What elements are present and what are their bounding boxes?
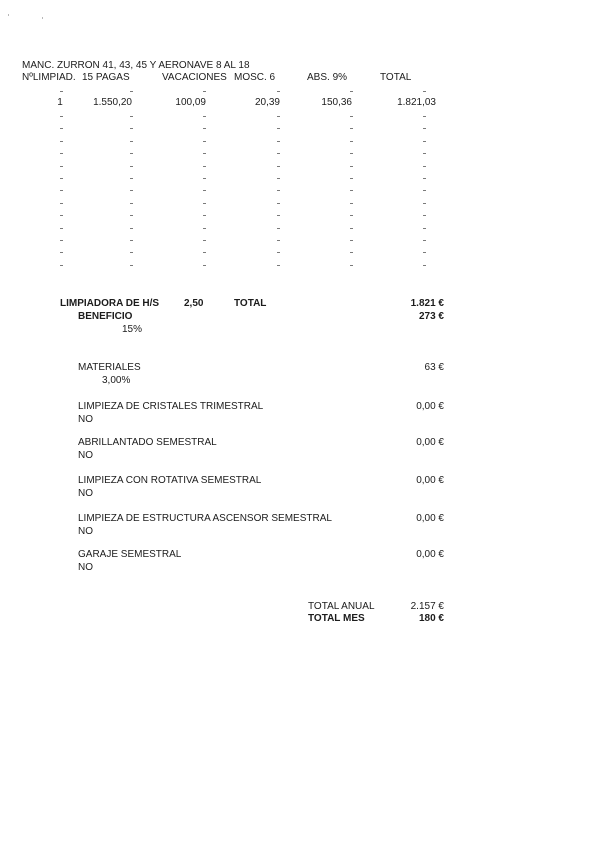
row-cell-mosc: 20,39	[254, 97, 280, 108]
dash-placeholder	[203, 215, 206, 216]
dash-placeholder	[60, 240, 63, 241]
dash-placeholder	[130, 178, 133, 179]
extra-label: GARAJE SEMESTRAL	[78, 549, 182, 560]
dash-placeholder	[130, 265, 133, 266]
dash-placeholder	[423, 228, 426, 229]
column-header-num: NºLIMPIAD.	[22, 72, 76, 83]
row-cell-abs: 150,36	[321, 97, 352, 108]
dash-placeholder	[203, 153, 206, 154]
dash-placeholder	[203, 252, 206, 253]
dash-placeholder	[423, 190, 426, 191]
dash-placeholder	[203, 190, 206, 191]
dash-placeholder	[350, 203, 353, 204]
dash-placeholder	[277, 252, 280, 253]
scan-mark	[42, 17, 43, 19]
dash-placeholder	[423, 153, 426, 154]
dash-placeholder	[60, 166, 63, 167]
document-title: MANC. ZURRON 41, 43, 45 Y AERONAVE 8 AL 18	[22, 60, 250, 71]
dash-placeholder	[423, 240, 426, 241]
extra-sub: NO	[78, 526, 93, 537]
dash-placeholder	[350, 240, 353, 241]
extra-sub: NO	[78, 450, 93, 461]
dash-placeholder	[60, 91, 63, 92]
dash-placeholder	[60, 215, 63, 216]
extra-sub: NO	[78, 562, 93, 573]
dash-placeholder	[423, 215, 426, 216]
extra-label: LIMPIEZA CON ROTATIVA SEMESTRAL	[78, 475, 262, 486]
dash-placeholder	[277, 141, 280, 142]
extra-value: 0,00 €	[416, 475, 444, 486]
dash-placeholder	[203, 166, 206, 167]
dash-placeholder	[277, 128, 280, 129]
dash-placeholder	[60, 265, 63, 266]
dash-placeholder	[203, 116, 206, 117]
dash-placeholder	[60, 203, 63, 204]
dash-placeholder	[350, 190, 353, 191]
scan-mark	[8, 14, 9, 16]
dash-placeholder	[277, 153, 280, 154]
beneficio-label: BENEFICIO	[78, 311, 133, 322]
extra-value: 0,00 €	[416, 549, 444, 560]
dash-placeholder	[60, 228, 63, 229]
dash-placeholder	[60, 128, 63, 129]
dash-placeholder	[423, 116, 426, 117]
extra-sub: NO	[78, 414, 93, 425]
dash-placeholder	[277, 91, 280, 92]
dash-placeholder	[350, 116, 353, 117]
dash-placeholder	[277, 228, 280, 229]
dash-placeholder	[203, 178, 206, 179]
extra-label: MATERIALES	[78, 362, 141, 373]
dash-placeholder	[350, 178, 353, 179]
dash-placeholder	[277, 203, 280, 204]
extra-value: 63 €	[424, 362, 444, 373]
extra-label: LIMPIEZA DE ESTRUCTURA ASCENSOR SEMESTRAL	[78, 513, 332, 524]
column-header-pagas: 15 PAGAS	[82, 72, 130, 83]
dash-placeholder	[350, 252, 353, 253]
dash-placeholder	[60, 178, 63, 179]
dash-placeholder	[350, 265, 353, 266]
extra-label: ABRILLANTADO SEMESTRAL	[78, 437, 217, 448]
dash-placeholder	[203, 240, 206, 241]
row-cell-vacaciones: 100,09	[175, 97, 206, 108]
dash-placeholder	[130, 228, 133, 229]
dash-placeholder	[350, 166, 353, 167]
dash-placeholder	[130, 240, 133, 241]
extra-label: LIMPIEZA DE CRISTALES TRIMESTRAL	[78, 401, 264, 412]
extra-value: 0,00 €	[416, 437, 444, 448]
dash-placeholder	[60, 116, 63, 117]
extra-sub: 3,00%	[102, 375, 131, 386]
extra-value: 0,00 €	[416, 513, 444, 524]
dash-placeholder	[277, 166, 280, 167]
total-mes-label: TOTAL MES	[308, 613, 365, 624]
dash-placeholder	[350, 228, 353, 229]
dash-placeholder	[203, 128, 206, 129]
dash-placeholder	[130, 91, 133, 92]
dash-placeholder	[130, 190, 133, 191]
total-anual-label: TOTAL ANUAL	[308, 601, 375, 612]
dash-placeholder	[60, 252, 63, 253]
dash-placeholder	[277, 116, 280, 117]
column-header-mosc: MOSC. 6	[234, 72, 276, 83]
total-anual-value: 2.157 €	[410, 601, 444, 612]
dash-placeholder	[350, 153, 353, 154]
extra-sub: NO	[78, 488, 93, 499]
extra-value: 0,00 €	[416, 401, 444, 412]
dash-placeholder	[423, 166, 426, 167]
role-label: LIMPIADORA DE H/S	[60, 298, 160, 309]
dash-placeholder	[423, 178, 426, 179]
row-cell-total: 1.821,03	[397, 97, 436, 108]
dash-placeholder	[277, 178, 280, 179]
dash-placeholder	[350, 141, 353, 142]
dash-placeholder	[203, 228, 206, 229]
dash-placeholder	[277, 265, 280, 266]
dash-placeholder	[130, 128, 133, 129]
dash-placeholder	[130, 252, 133, 253]
dash-placeholder	[130, 141, 133, 142]
dash-placeholder	[130, 215, 133, 216]
dash-placeholder	[203, 265, 206, 266]
dash-placeholder	[423, 265, 426, 266]
dash-placeholder	[277, 215, 280, 216]
dash-placeholder	[130, 153, 133, 154]
total-mes-value: 180 €	[418, 613, 444, 624]
row-cell-pagas: 1.550,20	[93, 97, 132, 108]
dash-placeholder	[130, 203, 133, 204]
total-label: TOTAL	[234, 298, 267, 309]
dash-placeholder	[350, 91, 353, 92]
dash-placeholder	[203, 91, 206, 92]
dash-placeholder	[350, 128, 353, 129]
row-cell-num: 1	[57, 97, 63, 108]
dash-placeholder	[423, 141, 426, 142]
dash-placeholder	[423, 252, 426, 253]
dash-placeholder	[423, 91, 426, 92]
dash-placeholder	[203, 141, 206, 142]
total-value: 1.821 €	[410, 298, 444, 309]
dash-placeholder	[60, 141, 63, 142]
dash-placeholder	[277, 240, 280, 241]
beneficio-percent: 15%	[122, 324, 143, 335]
dash-placeholder	[60, 190, 63, 191]
column-header-vacaciones: VACACIONES	[162, 72, 227, 83]
dash-placeholder	[350, 215, 353, 216]
dash-placeholder	[60, 153, 63, 154]
column-header-abs: ABS. 9%	[307, 72, 348, 83]
dash-placeholder	[203, 203, 206, 204]
dash-placeholder	[423, 128, 426, 129]
dash-placeholder	[423, 203, 426, 204]
dash-placeholder	[130, 166, 133, 167]
hours-value: 2,50	[184, 298, 204, 309]
column-header-total: TOTAL	[380, 72, 412, 83]
beneficio-value: 273 €	[418, 311, 444, 322]
dash-placeholder	[130, 116, 133, 117]
dash-placeholder	[277, 190, 280, 191]
